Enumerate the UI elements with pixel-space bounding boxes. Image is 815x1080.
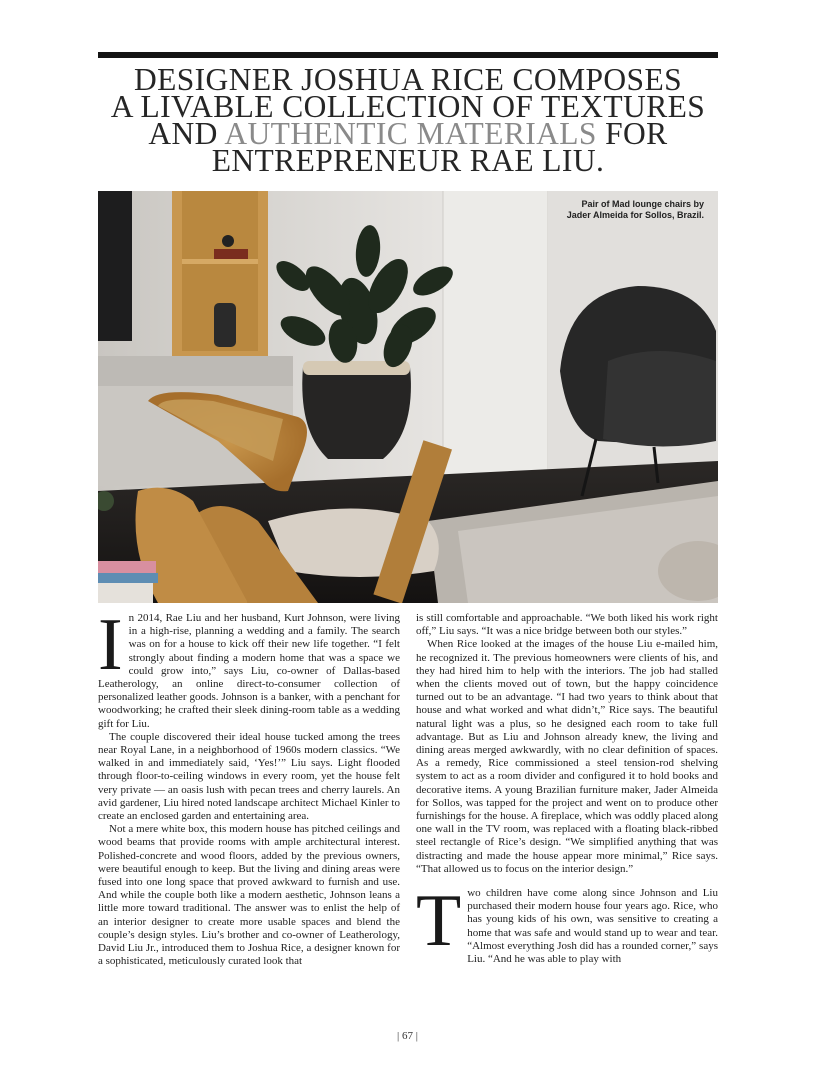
headline-accent: AUTHENTIC MATERIALS [224,116,597,151]
headline [98,62,718,178]
drop-cap-t: T [416,880,462,963]
paragraph-4: is still comfortable and approachable. “We both liked his work right off,” Liu says. “It was a nice bridge between both our styles.” [416,612,718,638]
page-number: | 67 | [397,1030,418,1042]
paragraph-3: Not a mere white box, this modern house has pitched ceilings and wood beams that provide rooms with ample architectural interest. Polished-concrete and wood floors, added by the previous owners, were beautiful enough to keep. But the living and dining areas were fused into one long space that proved awkward to furnish and use. And while the couple both like a modern aesthetic, Johnson leans a little more toward traditional. The answer was to enlist the help of an interior designer to create more usable spaces and blend the couple’s design styles. Liu’s brother and co-owner of Leatherology, David Liu Jr., introduced them to Joshua Rice, a designer known for a sophisticated, meticulously curated look that [98,823,400,968]
caption-line-2: Jader Almeida for Sollos, Brazil. [566,210,704,220]
headline-line-1: DESIGNER JOSHUA RICE COMPOSES [133,62,683,97]
paragraph-6 [416,880,718,966]
paragraph-1 [98,604,400,731]
interior-photo-illustration [98,191,718,603]
photo-caption [567,199,704,221]
paragraph-1-text: n 2014, Rae Liu and her husband, Kurt Johnson, were living in a high-rise, planning a wedding and a family. The search was on for a house to kick off their new life together. “I felt strongly about finding a modern home that was a space we could grow into,” says Liu, co-owner of Dallas-based Leatherology, an online direct-to-consumer collection of personalized leather goods. Johnson is a banker, with a penchant for woodworking; he crafted their sleek dining-room table as a wedding gift for Liu. [98,612,400,730]
headline-line-2: A LIVABLE COLLECTION OF TEXTURES [110,89,706,124]
paragraph-2: The couple discovered their ideal house tucked among the trees near Royal Lane, in a neighborhood of 1960s modern classics. “We walked in and immediately said, ‘Yes!’” Liu says. Light flooded through floor-to-ceiling windows in every room, yet the house felt very private — an oasis lush with pecan trees and cherry laurels. An avid gardener, Liu hired noted landscape architect Michael Kinler to create an enclosed garden and entertaining area. [98,730,400,823]
drop-cap-i: I [98,604,123,686]
top-rule [98,52,718,58]
article-column-right [416,612,718,966]
interior-photo [98,191,718,603]
caption-line-1: Pair of Mad lounge chairs by [581,199,704,209]
article-column-left [98,604,400,968]
headline-line-3-pre: AND [148,116,225,151]
paragraph-5: When Rice looked at the images of the house Liu e-mailed him, he recognized it. The previous homeowners were clients of his, and they had hired him to help with the interiors. The job had stalled when the clients moved out of town, but the happy coincidence turned out to be an advantage. “I had two years to think about that house and what worked and what didn’t,” Rice says. The beautiful natural light was a plus, so he designed each room to take full advantage. But as Liu and Johnson already knew, the living and dining areas merged awkwardly, with no clear definition of spaces. As a remedy, Rice commissioned a steel tension-rod shelving system to act as a room divider and configured it to hold books and decorative items. A young Brazilian furniture maker, Jader Almeida for Sollos, was tapped for the project and went on to produce other furnishings for the house. A fireplace, which was oddly placed along one wall in the TV room, was replaced with a floating black-ribbed steel rectangle of Rice’s design. “We simplified anything that was distracting and made the house appear more minimal,” Rice says. “That allowed us to focus on the interior design.” [416,638,718,875]
headline-line-4: ENTREPRENEUR RAE LIU. [211,143,605,178]
headline-line-3-post: FOR [596,116,668,151]
paragraph-6-text: wo children have come along since Johnson and Liu purchased their modern house four years ago. Rice, who has young kids of his own, was sensitive to creating a home that was safe and would stand up to wear and tear. “Almost everything Josh did has a rounded corner,” says Liu. “And he was able to play with [467,887,718,966]
